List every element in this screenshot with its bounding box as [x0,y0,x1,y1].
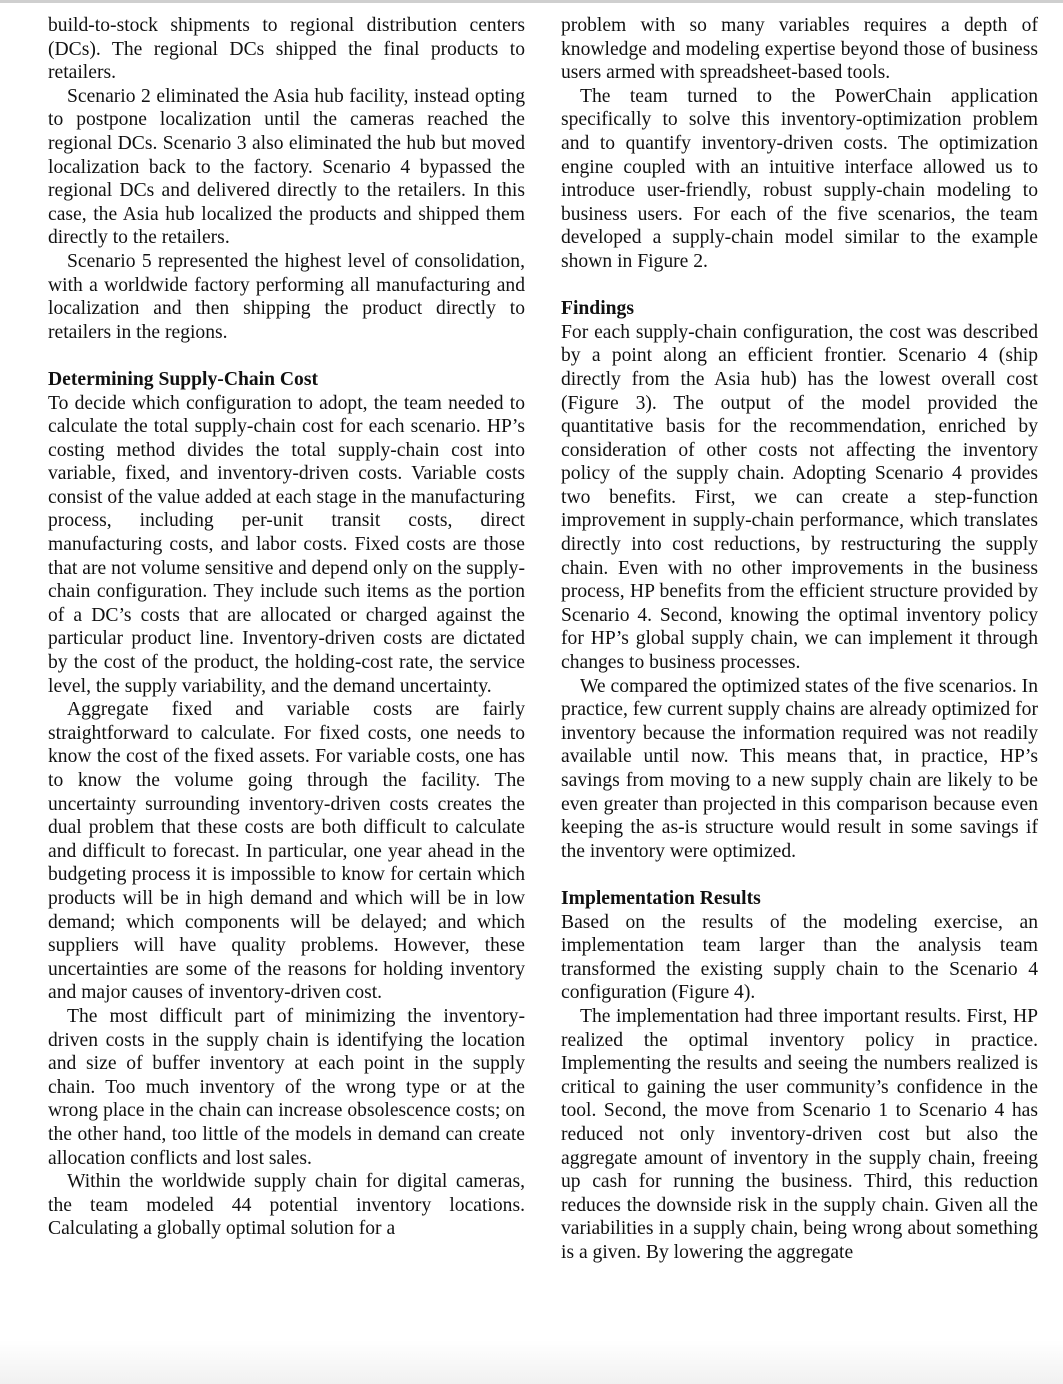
paragraph: Aggregate fixed and variable costs are fairly straightforward to calculate. For fixed costs, one needs to know the cost of the fixed assets. For variable costs, one has to know the volume going through the facility. The uncertainty surrounding inventory-driven costs creates the dual problem that these costs are both difficult to calculate and difficult to forecast. In particular, one year ahead in the budgeting process it is impossible to know for certain which products will be in high demand and which will be in low demand; which components will be delayed; and which suppliers will have quality problems. However, these uncertainties are some of the reasons for holding inventory and major causes of inventory-driven cost. [48,699,525,1004]
section-heading-findings: Findings [561,298,634,320]
section-gap [561,863,1038,887]
left-column [48,14,525,1241]
paragraph: The implementation had three important results. First, HP realized the optimal inventory policy in practice. Implementing the results and seeing the numbers realized is critical to gaining the user community’s confidence in the tool. Second, the move from Scenario 1 to Scenario 4 has reduced not only inventory-driven cost but also the aggregate amount of inventory in the supply chain, freeing up cash for running the business. Third, this reduction reduces the downside risk in the supply chain. Given all the variabilities in a supply chain, being wrong about something is a given. By lowering the aggregate [561,1005,1038,1263]
paragraph: Based on the results of the modeling exercise, an implementation team larger than the analysis team transformed the existing supply chain to the Scenario 4 configuration (Figure 4). [561,911,1038,1004]
paragraph: Within the worldwide supply chain for digital cameras, the team modeled 44 potential inventory locations. Calculating a globally optimal solution for a [48,1171,525,1240]
paragraph: problem with so many variables requires a depth of knowledge and modeling expertise beyond those of business users armed with spreadsheet-based tools. [561,15,1038,84]
right-column [561,14,1038,1264]
paragraph: We compared the optimized states of the five scenarios. In practice, few current supply chains are already optimized for inventory because the information required was not readily available until now. This means that, in practice, HP’s savings from moving to a new supply chain are likely to be even greater than projected in this comparison because even keeping the as-is structure would result in some savings if the inventory were optimized. [561,675,1038,862]
section-heading-implementation-results: Implementation Results [561,887,761,909]
paragraph: Scenario 2 eliminated the Asia hub facility, instead opting to postpone localization until the cameras reached the regional DCs. Scenario 3 also eliminated the hub but moved localization back to the factory. Scenario 4 bypassed the regional DCs and delivered directly to the retailers. In this case, the Asia hub localized the products and shipped them directly to the retailers. [48,85,525,249]
section-gap [48,344,525,368]
section-gap [561,274,1038,298]
paragraph: The team turned to the PowerChain application specifically to solve this inventory-optimization problem and to quantify inventory-driven costs. The optimization engine coupled with an intuitive interface allowed us to introduce user-friendly, robust supply-chain modeling to business users. For each of the five scenarios, the team developed a supply-chain model similar to the example shown in Figure 2. [561,85,1038,272]
paragraph: Scenario 5 represented the highest level of consolidation, with a worldwide factory performing all manufacturing and localization and then shipping the product directly to retailers in the regions. [48,250,525,343]
paragraph: build-to-stock shipments to regional distribution centers (DCs). The regional DCs shipped the final products to retailers. [48,15,525,84]
page-bottom-fade [0,1340,1063,1384]
section-heading-determining-cost: Determining Supply-Chain Cost [48,368,318,390]
page-top-rule [0,0,1063,3]
paragraph: For each supply-chain configuration, the cost was described by a point along an efficient frontier. Scenario 4 (ship directly from the Asia hub) has the lowest overall cost (Figure 3). The output of the model provided the quantitative basis for the recommendation, enriched by consideration of other costs not affecting the inventory policy of the supply chain. Adopting Scenario 4 provides two benefits. First, we can create a step-function improvement in supply-chain performance, which translates directly into cost reductions, by restructuring the supply chain. Even with no other improvements in the business process, HP benefits from the efficient structure provided by Scenario 4. Second, knowing the optimal inventory policy for HP’s global supply chain, we can implement it through changes to business processes. [561,321,1038,674]
paragraph: The most difficult part of minimizing the inventory-driven costs in the supply chain is identifying the location and size of buffer inventory at each point in the supply chain. Too much inventory of the wrong type or at the wrong place in the chain can increase obsolescence costs; on the other hand, too little of the models in demand can create allocation conflicts and lost sales. [48,1005,525,1169]
paragraph: To decide which configuration to adopt, the team needed to calculate the total supply-chain cost for each scenario. HP’s costing method divides the total supply-chain cost into variable, fixed, and inventory-driven costs. Variable costs consist of the value added at each stage in the manufacturing process, including per-unit transit costs, direct manufacturing costs, and labor costs. Fixed costs are those that are not volume sensitive and depend only on the supply-chain configuration. They include such items as the portion of a DC’s costs that are allocated or charged against the particular product line. Inventory-driven costs are dictated by the cost of the product, the holding-cost rate, the service level, the supply variability, and the demand uncertainty. [48,392,525,697]
